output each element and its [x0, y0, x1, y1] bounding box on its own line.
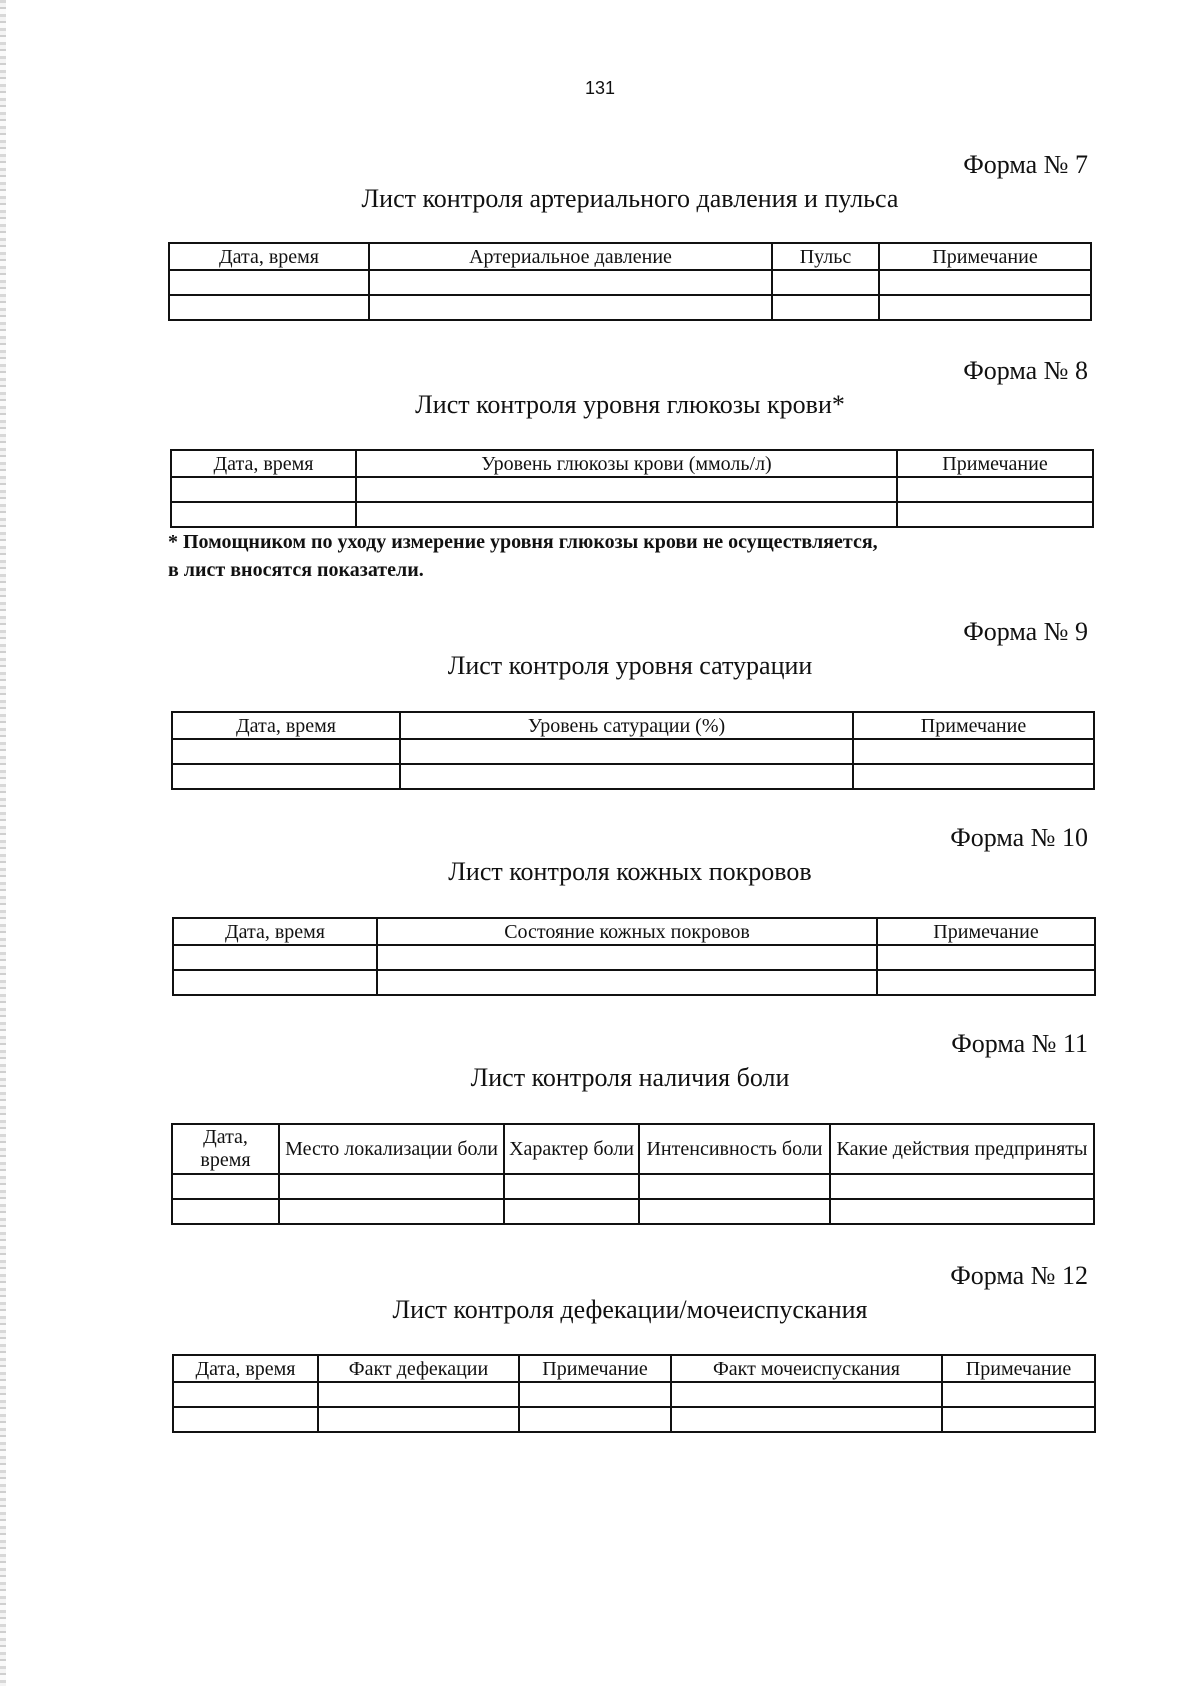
- table-cell[interactable]: [369, 295, 772, 320]
- table-row: [173, 1407, 1095, 1432]
- column-header: Примечание: [853, 712, 1094, 739]
- table-header-row: [172, 1124, 1094, 1174]
- table-cell[interactable]: [942, 1382, 1095, 1407]
- form-8-table: [170, 449, 1094, 528]
- table-cell[interactable]: [772, 270, 879, 295]
- table-cell[interactable]: [172, 1199, 279, 1224]
- table-cell[interactable]: [772, 295, 879, 320]
- table-row: [173, 1382, 1095, 1407]
- table-cell[interactable]: [173, 945, 377, 970]
- form-10-title: Лист контроля кожных покровов: [448, 857, 812, 886]
- table-header-row: [173, 918, 1095, 945]
- table-cell[interactable]: [356, 502, 897, 527]
- form-11-table: [171, 1123, 1095, 1225]
- table-cell[interactable]: [897, 477, 1093, 502]
- table-row: [169, 295, 1091, 320]
- table-row: [171, 502, 1093, 527]
- form-7-title: Лист контроля артериального давления и пульса: [361, 184, 899, 213]
- table-row: [173, 970, 1095, 995]
- table-cell[interactable]: [318, 1382, 519, 1407]
- column-header: Примечание: [897, 450, 1093, 477]
- column-header: Дата, время: [173, 918, 377, 945]
- table-cell[interactable]: [504, 1199, 639, 1224]
- column-header: Примечание: [519, 1355, 671, 1382]
- table-header-row: [172, 712, 1094, 739]
- column-header: Примечание: [879, 243, 1091, 270]
- column-header: Состояние кожных покровов: [377, 918, 877, 945]
- table-cell[interactable]: [671, 1407, 942, 1432]
- table-cell[interactable]: [504, 1174, 639, 1199]
- form-12-title: Лист контроля дефекации/мочеиспускания: [392, 1295, 868, 1324]
- table-row: [172, 1199, 1094, 1224]
- column-header: Дата, время: [169, 243, 369, 270]
- table-cell[interactable]: [830, 1199, 1094, 1224]
- table-cell[interactable]: [173, 1407, 318, 1432]
- column-header: Дата, время: [173, 1355, 318, 1382]
- table-cell[interactable]: [671, 1382, 942, 1407]
- table-cell[interactable]: [377, 945, 877, 970]
- column-header: Факт мочеиспускания: [671, 1355, 942, 1382]
- form-11-title: Лист контроля наличия боли: [470, 1063, 790, 1092]
- table-row: [172, 764, 1094, 789]
- form-12-label: Форма № 12: [950, 1261, 1088, 1290]
- table-cell[interactable]: [877, 970, 1095, 995]
- footnote: [168, 528, 878, 584]
- table-header-row: [169, 243, 1091, 270]
- footnote-line: * Помощником по уходу измерение уровня глюкозы крови не осуществляется,: [168, 531, 878, 553]
- column-header: Уровень глюкозы крови (ммоль/л): [356, 450, 897, 477]
- form-8-title: Лист контроля уровня глюкозы крови*: [415, 390, 845, 419]
- table-cell[interactable]: [279, 1199, 504, 1224]
- column-header: Пульс: [772, 243, 879, 270]
- table-row: [171, 477, 1093, 502]
- table-cell[interactable]: [169, 270, 369, 295]
- table-cell[interactable]: [169, 295, 369, 320]
- table-row: [172, 1174, 1094, 1199]
- table-cell[interactable]: [356, 477, 897, 502]
- table-cell[interactable]: [879, 270, 1091, 295]
- table-cell[interactable]: [400, 739, 853, 764]
- table-cell[interactable]: [942, 1407, 1095, 1432]
- column-header: Дата, время: [172, 1124, 279, 1174]
- table-cell[interactable]: [519, 1407, 671, 1432]
- table-cell[interactable]: [279, 1174, 504, 1199]
- table-row: [169, 270, 1091, 295]
- table-cell[interactable]: [173, 970, 377, 995]
- table-cell[interactable]: [639, 1174, 830, 1199]
- form-10-label: Форма № 10: [950, 823, 1088, 852]
- table-cell[interactable]: [172, 764, 400, 789]
- column-header: Примечание: [877, 918, 1095, 945]
- form-11-label: Форма № 11: [951, 1029, 1088, 1058]
- column-header: Уровень сатурации (%): [400, 712, 853, 739]
- table-row: [173, 945, 1095, 970]
- column-header: Примечание: [942, 1355, 1095, 1382]
- column-header: Характер боли: [504, 1124, 639, 1174]
- table-cell[interactable]: [377, 970, 877, 995]
- column-header: Какие действия предприняты: [830, 1124, 1094, 1174]
- table-cell[interactable]: [400, 764, 853, 789]
- table-cell[interactable]: [172, 739, 400, 764]
- table-row: [172, 739, 1094, 764]
- column-header: Артериальное давление: [369, 243, 772, 270]
- page-number: 131: [584, 78, 616, 98]
- table-cell[interactable]: [830, 1174, 1094, 1199]
- form-12-table: [172, 1354, 1096, 1433]
- table-cell[interactable]: [173, 1382, 318, 1407]
- scan-edge: [0, 0, 6, 1686]
- table-cell[interactable]: [519, 1382, 671, 1407]
- form-9-label: Форма № 9: [963, 617, 1088, 646]
- table-cell[interactable]: [369, 270, 772, 295]
- form-7-table: [168, 242, 1092, 321]
- footnote-line: в лист вносятся показатели.: [168, 559, 424, 581]
- table-header-row: [171, 450, 1093, 477]
- table-cell[interactable]: [171, 502, 356, 527]
- table-header-row: [173, 1355, 1095, 1382]
- form-7-label: Форма № 7: [963, 150, 1088, 179]
- form-9-title: Лист контроля уровня сатурации: [447, 651, 813, 680]
- table-cell[interactable]: [853, 764, 1094, 789]
- column-header: Факт дефекации: [318, 1355, 519, 1382]
- table-cell[interactable]: [171, 477, 356, 502]
- column-header: Дата, время: [171, 450, 356, 477]
- column-header: Дата, время: [172, 712, 400, 739]
- table-cell[interactable]: [853, 739, 1094, 764]
- table-cell[interactable]: [879, 295, 1091, 320]
- column-header: Место локализации боли: [279, 1124, 504, 1174]
- form-10-table: [172, 917, 1096, 996]
- table-cell[interactable]: [639, 1199, 830, 1224]
- table-cell[interactable]: [318, 1407, 519, 1432]
- table-cell[interactable]: [897, 502, 1093, 527]
- table-cell[interactable]: [877, 945, 1095, 970]
- column-header: Интенсивность боли: [639, 1124, 830, 1174]
- table-cell[interactable]: [172, 1174, 279, 1199]
- form-8-label: Форма № 8: [963, 356, 1088, 385]
- form-9-table: [171, 711, 1095, 790]
